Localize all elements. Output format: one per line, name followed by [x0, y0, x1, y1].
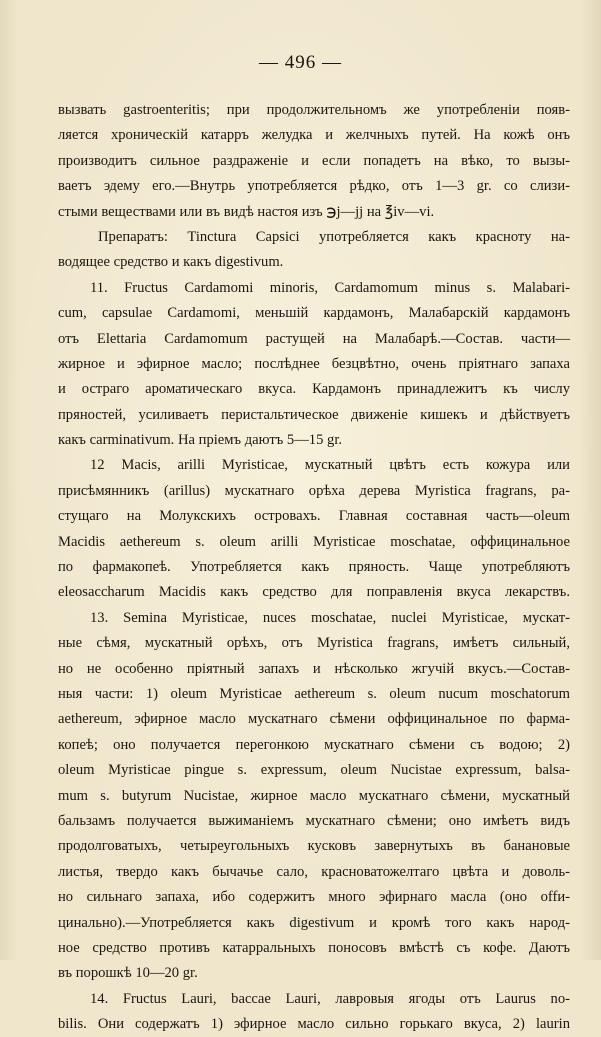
text-line: какъ carminativum. На прiемъ даютъ 5—15 gr.: [58, 432, 343, 449]
text-line: 12 Macis, arilli Myristicae, мускатный цвѣтъ есть кожура или: [90, 457, 570, 474]
text-line: cum, capsulae Cardamomi, меньшiй кардамонъ, Малабарскiй кардамонъ: [58, 305, 570, 322]
text-line: ное средство противъ катарральныхъ поносовъ вмѣстѣ съ кофе. Даютъ: [58, 939, 570, 956]
body-text: [58, 98, 570, 1037]
text-line: ные сѣмя, мускатный орѣхъ, отъ Myristica fragrans, имѣетъ сильный,: [58, 635, 570, 652]
text-line: присѣмянникъ (arillus) мускатнаго орѣха дерева Myristica fragrans, ра-: [58, 482, 570, 499]
text-line: вызвать gastroenteritis; при продолжительномъ же употребленiи появ-: [58, 102, 570, 118]
text-line: но не особенно прiятный запахъ и нѣсколько жгучiй вкусъ.—Состав-: [58, 660, 570, 677]
text-line: bilis. Они содержатъ 1) эфирное масло сильно горькаго вкуса, 2) laurin: [58, 1016, 570, 1033]
text-line: но сильнаго запаха, ибо содержитъ много эфирнаго масла (оно offи-: [58, 889, 570, 906]
text-line: oleum Myristicae pingue s. expressum, oleum Nucistae expressum, balsa-: [58, 762, 570, 779]
text-line: и остраго ароматическаго вкуса. Кардамонъ принадлежитъ къ числу: [58, 381, 570, 398]
text-line: бальзамъ получается выжиманiемъ мускатнаго сѣмени; оно имѣетъ видъ: [58, 812, 570, 829]
text-line: листья, твердо какъ бычачье сало, красноватожелтаго цвѣта и доволь-: [58, 863, 570, 880]
text-line: ваетъ эдему его.—Внутрь употребляется рѣдко, отъ 1—3 gr. со слизи-: [58, 178, 570, 195]
text-line: стыми веществами или въ видѣ настоя изъ ℈j—jj на ℥iv—vi.: [58, 203, 435, 220]
text-line: 13. Semina Myristicae, nuces moschatae, nuclei Myristicae, мускат-: [90, 609, 570, 626]
text-line: жирное и эфирное масло; послѣднее безцвѣтно, очень прiятнаго запаха: [58, 355, 570, 372]
text-line: продолговатыхъ, четыреугольныхъ кусковъ завернутыхъ въ банановые: [58, 838, 570, 855]
text-line: въ порошкѣ 10—20 gr.: [58, 965, 198, 982]
text-line: eleosaccharum Macidis какъ средство для поправленiя вкуса лекарствъ.: [58, 584, 570, 601]
text-line: пряностей, усиливаетъ перистальтическое движенiе кишекъ и дѣйствуетъ: [58, 406, 570, 423]
text-line: производитъ сильное раздраженiе и если попадетъ на вѣко, то вызы-: [58, 152, 570, 169]
text-line: 14. Fructus Lauri, baccae Lauri, лавровыя ягоды отъ Laurus no-: [90, 990, 570, 1007]
text-line: ныя части: 1) oleum Myristicae aethereum s. oleum nucum moschatorum: [58, 685, 570, 702]
text-line: Macidis aethereum s. oleum arilli Myristicae moschatae, оффицинальное: [58, 533, 570, 550]
text-line: 11. Fructus Cardamomi minoris, Cardamomum minus s. Malabari-: [90, 279, 570, 296]
text-line: Препаратъ: Tinctura Capsici употребляется какъ красноту на-: [98, 228, 570, 245]
text-line: отъ Elettaria Cardamomum растущей на Малабарѣ.—Состав. части—: [58, 330, 570, 347]
text-line: цинально).—Употребляется какъ digestivum и кромѣ того какъ народ-: [58, 914, 570, 931]
text-line: водящее средство и какъ digestivum.: [58, 254, 284, 271]
page-number: — 496 —: [259, 52, 342, 73]
text-line: стущаго на Молукскихъ островахъ. Главная составная часть—oleum: [58, 508, 570, 525]
text-line: aethereum, эфирное масло мускатнаго сѣмени оффицинальное по фарма-: [58, 711, 570, 728]
text-line: копеѣ; оно получается перегонкою мускатнаго сѣмени съ водою; 2): [58, 736, 570, 753]
text-line: mum s. butyrum Nucistae, жирное масло мускатнаго сѣмени, мускатный: [58, 787, 570, 804]
text-line: по фармакопеѣ. Употребляется какъ пряность. Чаще употребляютъ: [58, 559, 570, 576]
text-line: ляется хроническiй катарръ желудка и желчныхъ путей. На кожѣ онъ: [58, 127, 570, 144]
